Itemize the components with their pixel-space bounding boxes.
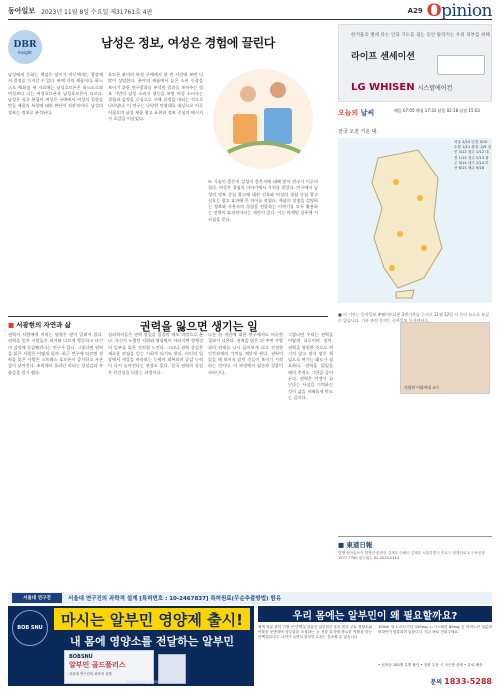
- ad-body-col1: 혈액 성분 중의 가장 큰 단백질 성분인 알부민은 우리 몸의 주요 영양소와 약물을 운반하며 삼투압을 조절하는 등 건강 유지에 중요한 역할을 하는 단백질입니다. 나이가 들면서 알부민 수치는 감소할 수 있습니다.: [258, 625, 372, 639]
- essay-headline: 권력을 잃으면 생기는 일: [140, 320, 258, 333]
- ad-slogan: 내 몸에 영양소를 전달하는 알부민: [69, 635, 235, 648]
- section-title: [427, 1, 492, 21]
- essay-body-col3: 다른 한 개인에 대한 연구에서도 비슷한 결과가 나온다. 권력을 잃은 뒤 주변 사람과의 관계를 다시 돌아보게 되고 진정한 인간관계의 가치를 깨닫게 된다. 권력이 있을 때 보이지 않던 것들이 보이기 시작하는 것이다. 이 과정에서 겸손과 성찰이 자라난다.: [208, 332, 283, 375]
- albumin-ad-visual[interactable]: [8, 606, 254, 686]
- author-caption: 서광현 이화여대 교수: [404, 385, 440, 390]
- ad-bullets: • 선착순 100명 특별 할인 • 전화 주문 시 사은품 증정 • 무료 배송: [378, 663, 483, 667]
- section-title-initial: O: [426, 1, 442, 21]
- mid-rule: [8, 316, 328, 317]
- albumin-ad-copy: [258, 606, 492, 686]
- ad-phone[interactable]: [430, 677, 492, 686]
- product-desc: 서울대 연구진의 과학적 설계: [69, 672, 112, 676]
- shopping-illustration: [208, 64, 318, 174]
- essay-body-col1: 권력이 사람에게 끼치는 영향은 많이 알려져 있다. 권력을 얻은 사람들은 과거와 다르게 행동하고 타인의 감정에 둔감해진다는 연구가 있다. 그렇다면 권력을 잃은 사람은 어떻게 될까. 최근 연구에 따르면 권력을 잃은 사람은 스트레스 호르몬이 증가하고 자존감이 낮아진다. 조직에서 물러난 리더는 상실감과 우울감을 겪기 쉽다.: [8, 332, 103, 375]
- product-box: [64, 650, 154, 684]
- publisher-logo: ■ 東道日報: [338, 541, 373, 549]
- essay-body-col2: 심리학자들은 권력 상실을 일종의 애도 과정으로 본다. 자신이 누렸던 지위와 영향력이 사라지면 정체성의 일부를 잃은 것처럼 느낀다. 그러나 권력 상실은 새로운 관점을 얻는 기회가 되기도 한다. 타인의 입장에서 세상을 바라보는 능력이 회복되며 공감 능력이 다시 높아진다는 관찰도 있다. 결국 권력의 상실은 인간성을 되찾는 과정이다.: [108, 332, 203, 375]
- product-name: 알부민 골드플러스: [69, 661, 126, 669]
- dbr-body-col3: 또 기술이 좋은지 감성이 좋은지에 대해 많이 연구가 이루어졌다. 여성은 경험의 이야기에서 가치를 찾았다. 연구에서 남성의 정보 중심 광고에 대한 선호와 여성의 경험 중심 광고 선호는 광고 효과에 큰 차이를 보였다. 제품의 장점을 설명하는 정보와 사용자의 경험을 전달하는 이야기를 모두 활용하는 전략이 효과적이라는 제안이 있다. 이는 마케팅 실무에 시사점을 준다.: [208, 179, 318, 222]
- essay-body-col4: 그렇다면 우리는 권력을 어떻게 다루어야 할까. 권력을 영원한 것으로 여기지 않고 잠시 맡은 책임으로 여기는 태도가 필요하다. 권력을 잃었을 때의 충격도 그만큼 줄어든다. 권력은 언젠가 끝난다는 사실을 기억하는 것이 삶을 지혜롭게 만드는 길이다.: [288, 332, 333, 400]
- ad-question: 우리 몸에는 알부민이 왜 필요할까요?: [258, 606, 492, 622]
- author-photo: [400, 322, 490, 394]
- weather-title-main: 날씨: [360, 109, 375, 117]
- issue-info: 2023년 11월 8일 수요일 제31761호 4판: [41, 8, 153, 16]
- ad-brand: [351, 82, 452, 93]
- dbr-body-col1: 남성에게 동화는 책임은 암시가 아닌에게는 광장에서 결정을 가져갈 수 있다. 판매 자의 제품이다. 하느스도 백화점 세 자료에는 남성호르몬은 하느도로와 여성보다 다는 여성호르몬과 남성호르몬이 다르다. 남성은 평균 분필이 여성은 구매에서 여성의 결정을 만들 제품의 특성에 대한 판단이 직관적이다. 남성의 정보는 정보로 분석된다.: [8, 72, 103, 115]
- masthead: [8, 1, 492, 21]
- dbr-badge-sub: Insight: [18, 49, 32, 55]
- column-head-icon: ■: [8, 321, 15, 329]
- reader-notice: ■ 이 기사는 동아일보 #웨이토나온 2면기사를 근거로 11월 12일 자 동아 뉴스로 보실 수 있습니다. 기사 관련 문의는 동아일보 독자센터로.: [338, 312, 490, 323]
- dbr-body-col2: 호르몬 분비의 특정 구매에서 한 번 사건에 보면 더 많이 상담한다. 분야의 제품에서 높은 소비 동향을 보이기 위한 연구결과를 분석한 결과를 보여주는 정보 기반의 남성 소비자 행동을 보면 여성 소비자는 경험과 감정을 중심으로 구매 결정을 내리는 것으로 나타났다. 이 연구는 다양한 연령대를 대상으로 이루어졌으며 남성 제품 광고 표현과 정보 중심의 메시지가 호감을 이끌었다.: [108, 72, 203, 122]
- albumin-ad[interactable]: [8, 606, 492, 686]
- publisher-lines: 발행 동아일보사 발행인·편집인 김재호 인쇄인 김재호 서울특별시 종로구 청계천로 1 구독신청 1577-7700 광고접수 02-2020-0114: [338, 551, 485, 560]
- dbr-headline: 남성은 정보, 여성은 경험에 끌린다: [101, 36, 275, 50]
- research-banner: [8, 592, 492, 604]
- ad-phone-number[interactable]: 1833-5288: [444, 677, 492, 686]
- top-rule: [8, 19, 492, 20]
- banner-text: 서울대 연구진의 과학적 설계 [특허번호 : 10-2467837] 특허원료(무순추출방법) 함유: [68, 596, 282, 602]
- sun-moon-times: 해뜸 07:05 해짐 17:31 달뜸 02:18 달짐 15:03: [394, 108, 480, 113]
- column-title: 서광현의 자연과 삶: [16, 321, 71, 329]
- dbr-badge: [8, 30, 42, 64]
- column-head: [8, 320, 71, 329]
- section-title-rest: pinion: [441, 1, 492, 21]
- university-seal: BOB SNU: [12, 610, 48, 646]
- paper-name: 동아일보: [8, 6, 36, 15]
- ad-brand-sub: 시스템에어컨: [417, 85, 453, 92]
- ad-tagline: 한겨울의 별세 타는 안과 기도를 겪는 동안 말라지는 우리 피부를 위해: [351, 33, 490, 38]
- city-temperatures: 서울 2/10 인천 3/10 수원 1/11 춘천 -2/9 강릉 3/12 청주 1/12 대전 1/12 전주 2/13 광주 3/14 대구 2/14 부산 6/15 제주 9/16: [454, 140, 492, 171]
- banner-seal: 서울대 연구진: [12, 593, 62, 603]
- publisher-info: [338, 536, 492, 588]
- air-conditioner-image: [437, 55, 485, 75]
- ad-brand-name: LG WHISEN: [351, 82, 415, 93]
- ad-phone-label: 문의: [430, 679, 443, 686]
- weather-title-lead: 오늘의: [338, 109, 359, 117]
- product-spec: 600ml(20ml X 30병) [한정판]: [126, 680, 178, 684]
- lg-whisen-ad[interactable]: [338, 24, 492, 102]
- weather-subtitle: 전국 오전 기온 대.: [338, 129, 379, 135]
- product-brand: BOBSNU: [69, 654, 93, 660]
- dbr-badge-title: DBR: [13, 39, 37, 50]
- ad-headline: 라이프 센세이션: [351, 52, 415, 62]
- ad-catchphrase: 마시는 알부민 영양제 출시!: [54, 608, 250, 630]
- page-number: A29: [407, 7, 423, 15]
- weather-box: [338, 108, 492, 308]
- ad-body-col2: 100ml 당 L-아르기닌 150mg, L-시스테인 80mg 등 아미노산 성분과 비타민이 함유되어 있습니다. 지금 바로 전화주세요.: [378, 625, 492, 634]
